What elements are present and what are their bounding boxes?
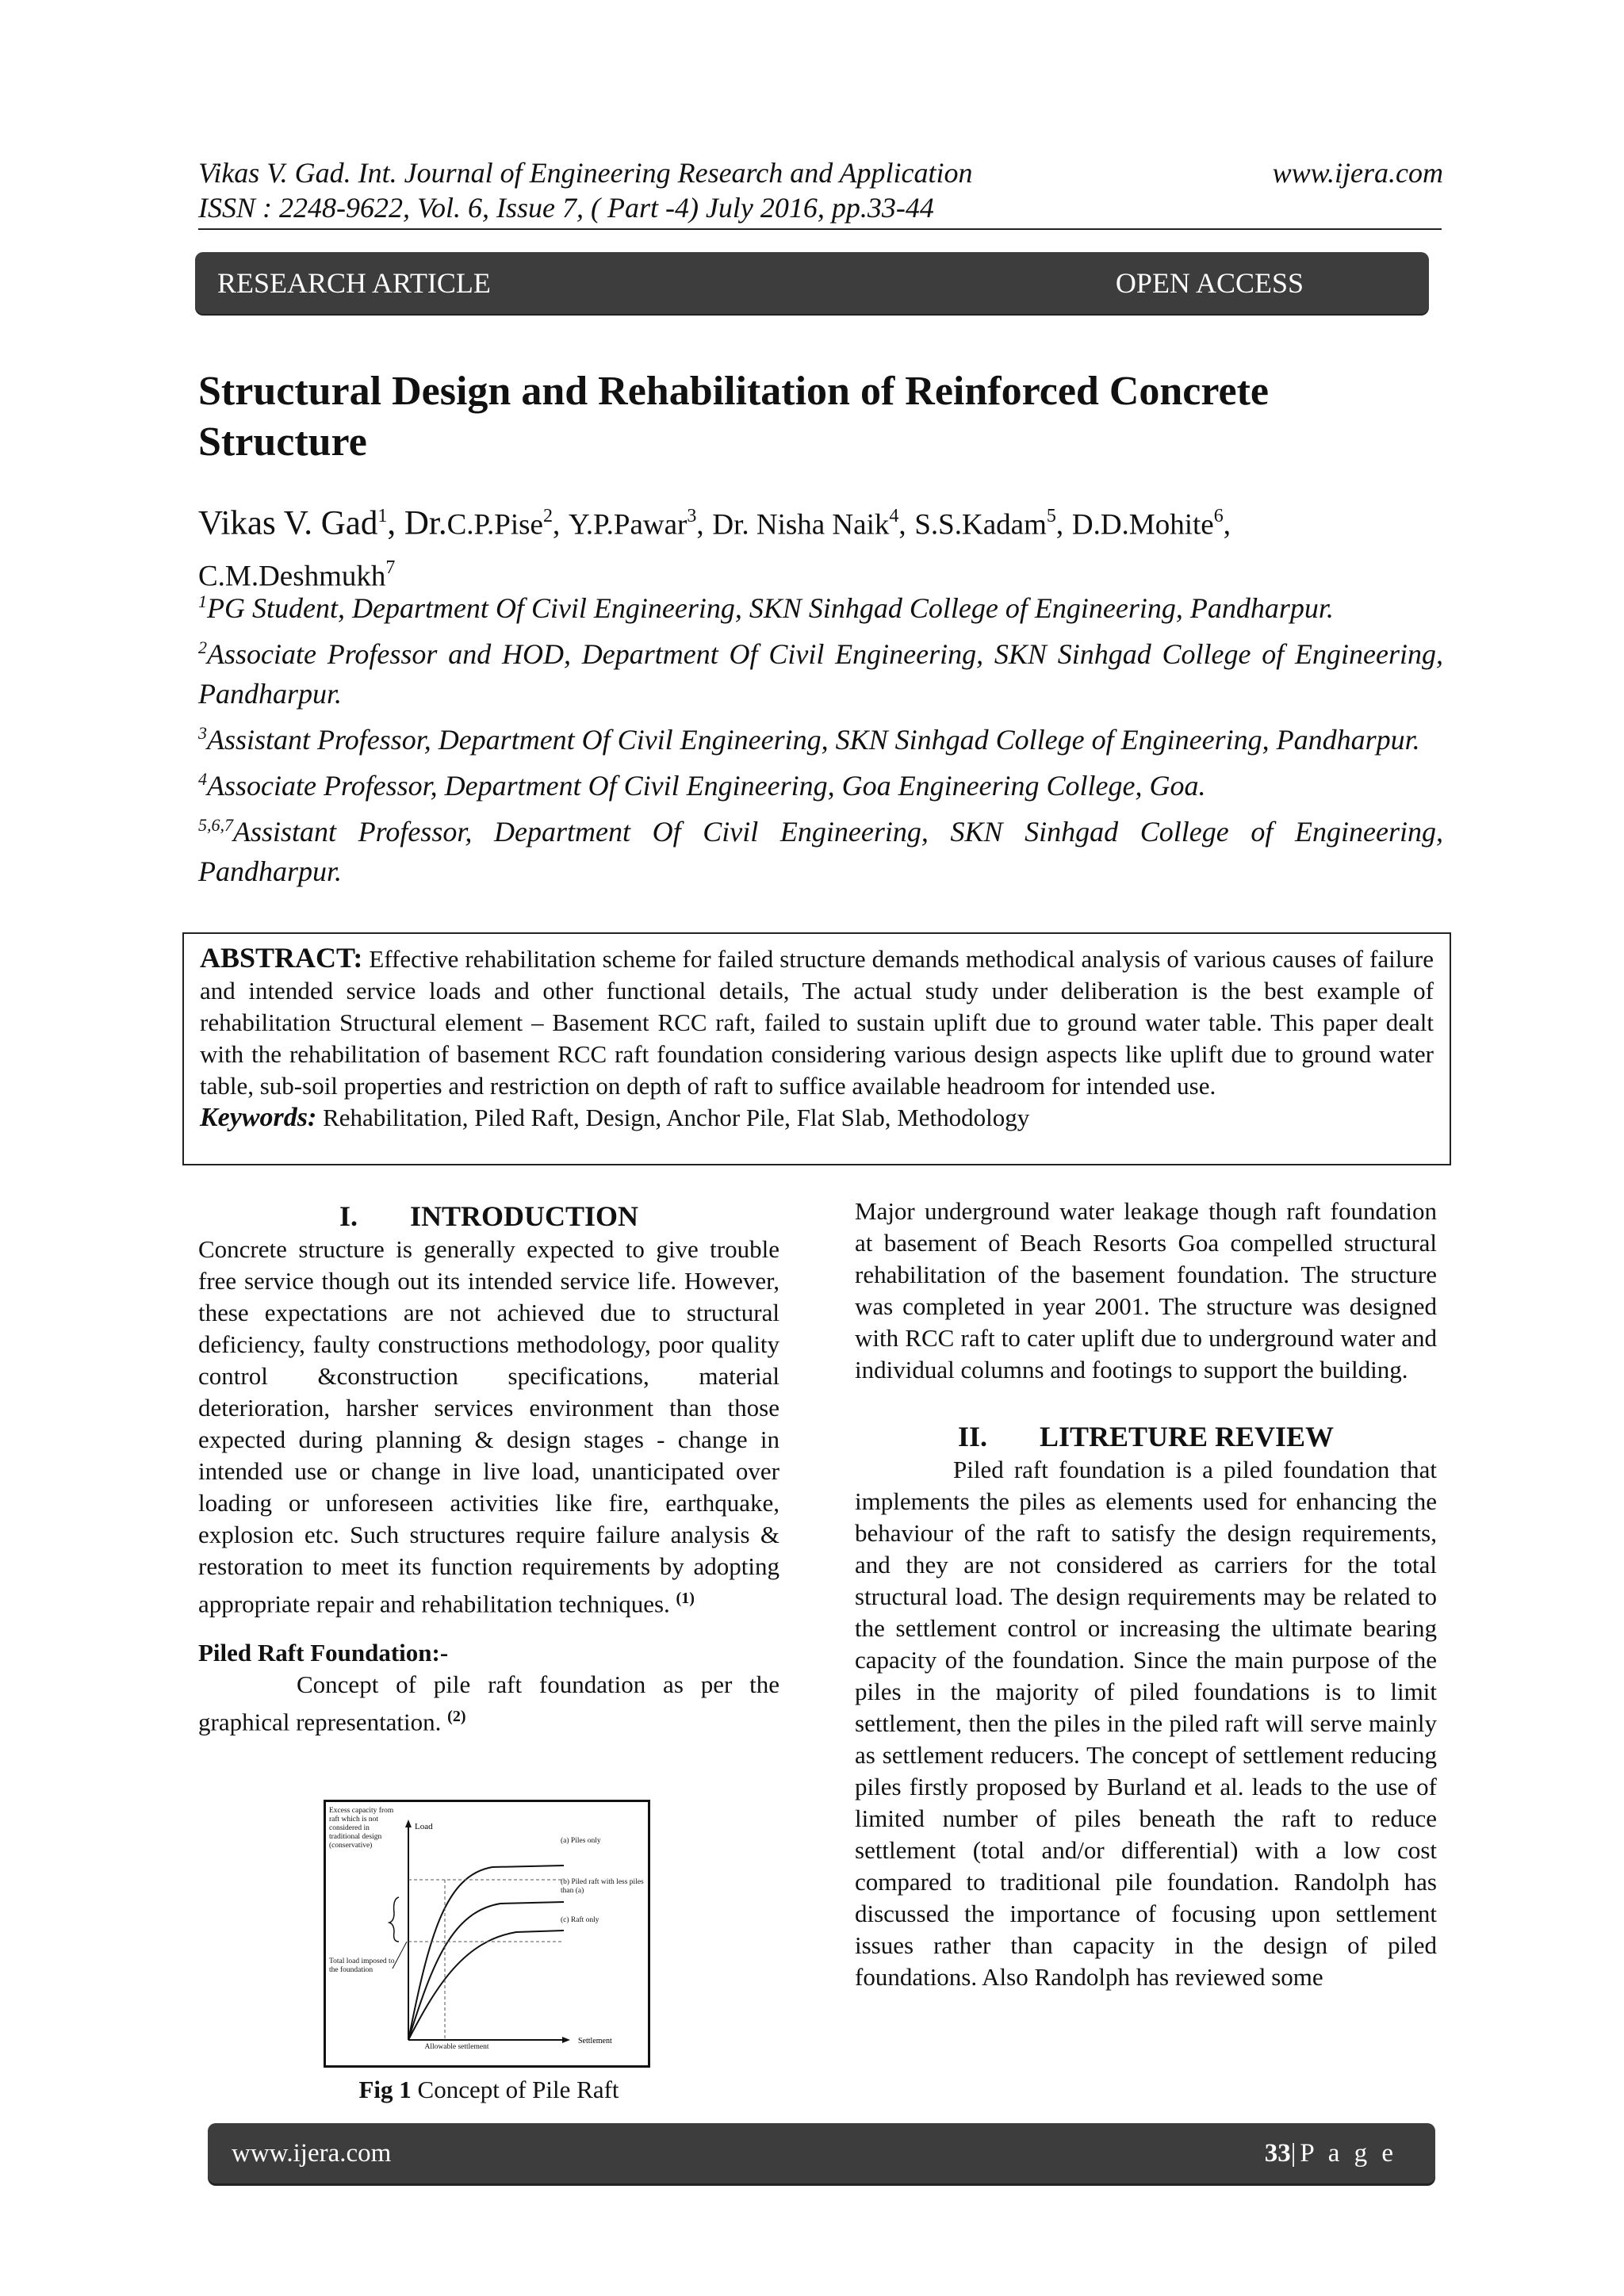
abstract-text: Effective rehabilitation scheme for failed structure demands methodical analysis of various causes of failure and intended service loads and other functional details, The actual study under deliberation is the best example of rehabilitation Structural element – Basement RCC raft, failed to sustain uplift due to ground water table. This paper dealt with the rehabilitation of basement RCC raft foundation considering various design aspects like uplift due to ground water table, sub-soil properties and restriction on depth of raft to suffice available headroom for intended use. xyxy=(200,945,1434,1100)
author-3: Y.P.Pawar xyxy=(568,508,688,541)
piled-raft-citation[interactable]: (2) xyxy=(447,1708,466,1726)
excess-capacity-note xyxy=(329,1807,396,1902)
affiliation-3 xyxy=(198,714,1443,760)
figure-caption-label: Fig 1 xyxy=(358,2076,412,2103)
author-5: S.S.Kadam xyxy=(914,508,1047,541)
curve-c-label xyxy=(561,1916,645,1943)
author-7-sup: 7 xyxy=(385,557,396,579)
affiliation-3-text: Assistant Professor, Department Of Civil Engineering, SKN Sinhgad College of Engineering, Pandharpur. xyxy=(207,724,1420,756)
literature-paragraph: Piled raft foundation is a piled foundation that implements the piles as elements used for enhancing the behaviour of the raft to satisfy the design requirements, and they are not considered as carriers for the total structural load. The design requirements may be related to the settlement control or increasing the ultimate bearing capacity of the foundation. Since the main purpose of the piles in the majority of piled foundations is to limit settlement, then the piles in the piled raft will serve mainly as settlement reducers. The concept of settlement reducing piles firstly proposed by Burland et al. leads to the use of limited number of piles beneath the raft to reduce settlement (total and/or differential) with a low cost compared to traditional pile foundation. Randolph has discussed the importance of focusing upon settlement issues rather than capacity in the design of piled foundations. Also Randolph has reviewed some xyxy=(855,1456,1437,1991)
curve-piled-raft xyxy=(408,1902,564,2040)
curve-b-label xyxy=(561,1878,645,1907)
intro-citation[interactable]: (1) xyxy=(676,1590,695,1607)
affiliation-2 xyxy=(198,628,1443,714)
author-list: Vikas V. Gad$^1$, Dr.C.P.Pise$^2$, Y.P.Pawar$^3$, Dr. Nisha Naik$^4$, S.S.Kadam$^5$, D.D.Mohite$^6$, C.M.Deshmukh$^7$ xyxy=(198,504,1231,593)
intro-title: INTRODUCTION xyxy=(409,1200,639,1232)
x-axis-arrow xyxy=(562,2037,570,2043)
piled-raft-text: Concept of pile raft foundation as per the graphical representation. xyxy=(198,1670,779,1736)
page-footer xyxy=(208,2123,1435,2183)
page-label: |P a g e xyxy=(1290,2138,1397,2168)
intro-continuation: Major underground water leakage though raft foundation at basement of Beach Resorts Goa compelled structural rehabilitation of the basement foundation. The structure was completed in year 2001. The structure was designed with RCC raft to cater uplift due to underground water and individual columns and footings to support the building. xyxy=(855,1197,1437,1383)
allowable-settlement-text: Allowable settlement xyxy=(424,2043,489,2051)
curve-c-text: (c) Raft only xyxy=(561,1916,599,1924)
paper-title: Structural Design and Rehabilitation of Reinforced Concrete Structure xyxy=(198,369,1269,465)
curve-raft-only xyxy=(408,1931,564,2040)
literature-heading xyxy=(855,1419,1437,1454)
intro-paragraph xyxy=(198,1234,779,1620)
affiliation-1-sup: 1 xyxy=(198,591,207,611)
intro-text: Concrete structure is generally expected to give trouble free service though out its intended service life. However, these expectations are not achieved due to structural deficiency, faulty constructions methodology, poor quality control &construction specifications, material deterioration, harsher services environment than those expected during planning & design stages - change in intended use or change in live load, unanticipated over loading or unforeseen activities like fire, earthquake, explosion etc. Such structures require failure analysis & restoration to meet its function requirements by adopting appropriate repair and rehabilitation techniques. xyxy=(198,1235,779,1618)
abstract-label: ABSTRACT: xyxy=(200,942,363,974)
affiliation-5 xyxy=(198,806,1443,891)
article-type-banner xyxy=(195,252,1429,314)
affiliation-5-sup: 5,6,7 xyxy=(198,815,233,835)
author-5-sup: 5 xyxy=(1046,506,1056,526)
running-header xyxy=(198,155,1443,225)
intro-number: I. xyxy=(339,1200,358,1232)
page-number: 33 xyxy=(1264,2138,1291,2168)
research-article-label: RESEARCH ARTICLE xyxy=(217,267,491,299)
allowable-settlement-note xyxy=(421,2043,492,2065)
affiliation-2-sup: 2 xyxy=(198,637,207,657)
author-3-sup: 3 xyxy=(687,506,697,526)
issn-line: ISSN : 2248-9622, Vol. 6, Issue 7, ( Part -4) July 2016, pp.33-44 xyxy=(198,192,934,224)
header-rule xyxy=(198,228,1442,230)
author-2-sup: 2 xyxy=(542,506,553,526)
total-load-text: Total load imposed to the foundation xyxy=(329,1957,395,1974)
author-4-sup: 4 xyxy=(889,506,899,526)
keywords-text: Rehabilitation, Piled Raft, Design, Anchor Pile, Flat Slab, Methodology xyxy=(323,1104,1030,1131)
author-1: Vikas V. Gad xyxy=(198,504,378,542)
affiliation-1-text: PG Student, Department Of Civil Engineering, SKN Sinhgad College of Engineering, Pandharpur. xyxy=(207,592,1334,624)
literature-number: II. xyxy=(957,1421,987,1452)
affiliation-5-text: Assistant Professor, Department Of Civil Engineering, SKN Sinhgad College of Engineering, Pandharpur. xyxy=(198,816,1443,887)
affiliations xyxy=(198,582,1443,891)
author-2-prefix: Dr. xyxy=(404,504,447,542)
author-7: C.M.Deshmukh xyxy=(198,560,386,593)
footer-website[interactable]: www.ijera.com xyxy=(232,2138,392,2168)
abstract-box xyxy=(182,932,1451,1165)
author-4: Dr. Nisha Naik xyxy=(712,508,890,541)
affiliation-2-text: Associate Professor and HOD, Department Of Civil Engineering, SKN Sinhgad College of Engineering, Pandharpur. xyxy=(198,638,1443,710)
excess-capacity-brace xyxy=(389,1897,399,1942)
keywords-label: Keywords: xyxy=(200,1103,317,1132)
figure-caption-text: Concept of Pile Raft xyxy=(417,2076,619,2103)
x-axis-label: Settlement xyxy=(578,2037,612,2045)
curve-a-label xyxy=(561,1837,645,1864)
author-6-sup: 6 xyxy=(1213,506,1224,526)
page-indicator xyxy=(1265,2139,1397,2168)
literature-title: LITRETURE REVIEW xyxy=(1039,1421,1335,1452)
pile-raft-concept-diagram xyxy=(326,1802,648,2065)
affiliation-1 xyxy=(198,582,1443,628)
author-6: D.D.Mohite xyxy=(1071,508,1214,541)
curve-b-text: (b) Piled raft with less piles than (a) xyxy=(561,1878,644,1895)
affiliation-4 xyxy=(198,760,1443,806)
right-column xyxy=(855,1196,1437,1993)
piled-raft-paragraph xyxy=(198,1669,779,1738)
affiliation-3-sup: 3 xyxy=(198,723,207,743)
piled-raft-subheading: Piled Raft Foundation:- xyxy=(198,1639,449,1667)
total-load-note xyxy=(329,1957,396,2005)
journal-line: Vikas V. Gad. Int. Journal of Engineering Research and Application xyxy=(198,157,973,189)
curve-piles-only xyxy=(408,1866,564,2040)
intro-heading xyxy=(198,1199,779,1234)
left-column xyxy=(198,1199,779,1739)
figure-caption xyxy=(198,2074,779,2106)
figure-1 xyxy=(324,1800,650,2068)
y-axis-arrow xyxy=(405,1820,412,1827)
open-access-label: OPEN ACCESS xyxy=(1115,267,1304,299)
affiliation-4-sup: 4 xyxy=(198,769,207,789)
header-website[interactable]: www.ijera.com xyxy=(1272,157,1443,189)
curve-a-text: (a) Piles only xyxy=(561,1837,601,1845)
author-2: C.P.Pise xyxy=(446,508,543,541)
excess-capacity-text: Excess capacity from raft which is not considered in traditional design (conservative) xyxy=(329,1807,394,1850)
affiliation-4-text: Associate Professor, Department Of Civil Engineering, Goa Engineering College, Goa. xyxy=(207,770,1206,802)
author-1-sup: 1 xyxy=(377,506,388,526)
y-axis-label: Load xyxy=(415,1822,433,1831)
